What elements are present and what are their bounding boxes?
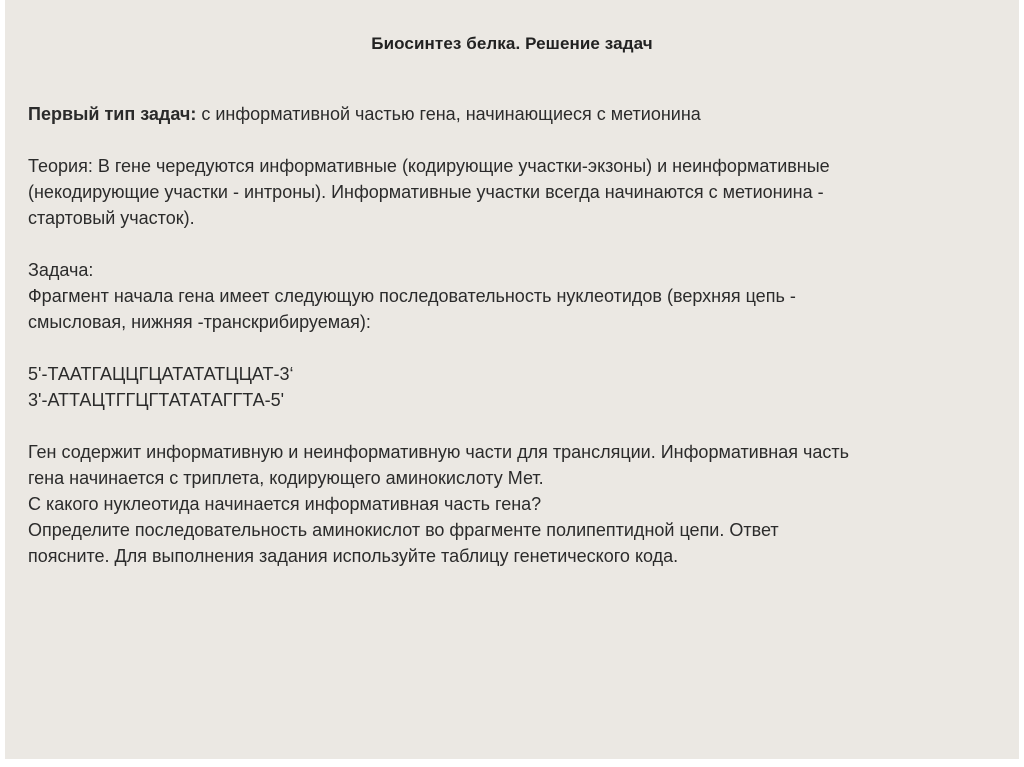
question-line: Определите последовательность аминокислот во фрагменте полипептидной цепи. Ответ [28,520,779,540]
question-line: С какого нуклеотида начинается информативная часть гена? [28,494,542,514]
task-text-line: смысловая, нижняя -транскрибируемая): [28,312,371,332]
question-line: гена начинается с триплета, кодирующего аминокислоту Мет. [28,468,544,488]
task-type-heading [28,101,988,127]
slide-content [28,101,988,569]
task-type-label: Первый тип задач: [28,104,197,124]
theory-line: (некодирующие участки - интроны). Информативные участки всегда начинаются с метионина - [28,182,824,202]
task-text-line: Фрагмент начала гена имеет следующую последовательность нуклеотидов (верхняя цепь - [28,286,796,306]
spacer [28,335,988,361]
spacer [28,413,988,439]
dna-template-strand: 3'-АТТАЦТГГЦГТАТАТАГГТА-5' [28,390,285,410]
theory-line: стартовый участок). [28,208,195,228]
spacer [28,231,988,257]
task-label: Задача: [28,260,94,280]
theory-line: Теория: В гене чередуются информативные (кодирующие участки-экзоны) и неинформативные [28,156,830,176]
dna-sense-strand: 5'-ТААТГАЦЦГЦАТАТАТЦЦАТ-3‘ [28,364,294,384]
spacer [28,127,988,153]
question-line: поясните. Для выполнения задания используйте таблицу генетического кода. [28,546,679,566]
question-line: Ген содержит информативную и неинформативную части для трансляции. Информативная часть [28,442,850,462]
slide [5,0,1019,759]
task-type-description: с информативной частью гена, начинающиеся с метионина [196,104,701,124]
slide-title: Биосинтез белка. Решение задач [371,34,653,53]
